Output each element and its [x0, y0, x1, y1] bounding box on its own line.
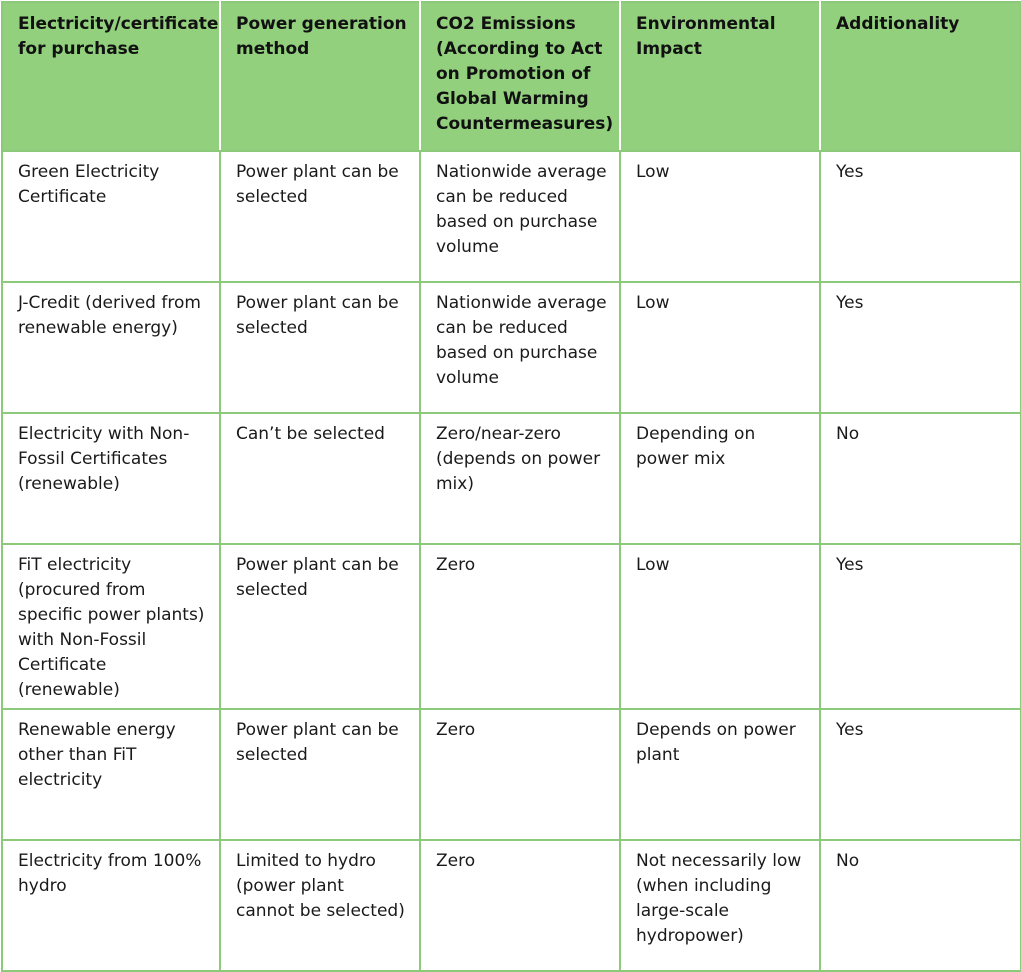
- cell-co2: Zero: [420, 544, 620, 709]
- table-row: [2, 544, 1021, 709]
- cell-co2: Nationwide average can be reduced based on purchase volume: [420, 151, 620, 282]
- cell-additionality: No: [820, 840, 1021, 971]
- table-row: [2, 840, 1021, 971]
- header-impact: Environmental Impact: [620, 2, 820, 151]
- cell-item: J-Credit (derived from renewable energy): [2, 282, 220, 413]
- cell-impact: Depends on power plant: [620, 709, 820, 840]
- cell-item: FiT electricity (procured from specific power plants) with Non-Fossil Certificate (renewable): [2, 544, 220, 709]
- cell-co2: Nationwide average can be reduced based on purchase volume: [420, 282, 620, 413]
- header-item: Electricity/certificate for purchase: [2, 2, 220, 151]
- header-additionality: Additionality: [820, 2, 1021, 151]
- cell-co2: Zero/near-zero (depends on power mix): [420, 413, 620, 544]
- table-row: [2, 151, 1021, 282]
- cell-additionality: Yes: [820, 151, 1021, 282]
- cell-item: Green Electricity Certificate: [2, 151, 220, 282]
- cell-co2: Zero: [420, 709, 620, 840]
- cell-impact: Low: [620, 544, 820, 709]
- cell-impact: Low: [620, 282, 820, 413]
- cell-additionality: No: [820, 413, 1021, 544]
- cell-item: Renewable energy other than FiT electricity: [2, 709, 220, 840]
- cell-impact: Not necessarily low (when including large-scale hydropower): [620, 840, 820, 971]
- comparison-table: [1, 1, 1021, 972]
- header-co2: CO2 Emissions (According to Act on Promotion of Global Warming Countermeasures): [420, 2, 620, 151]
- table-row: [2, 282, 1021, 413]
- table-row: [2, 413, 1021, 544]
- cell-co2: Zero: [420, 840, 620, 971]
- cell-additionality: Yes: [820, 709, 1021, 840]
- header-method: Power generation method: [220, 2, 420, 151]
- cell-additionality: Yes: [820, 544, 1021, 709]
- cell-method: Limited to hydro (power plant cannot be selected): [220, 840, 420, 971]
- cell-impact: Low: [620, 151, 820, 282]
- cell-impact: Depending on power mix: [620, 413, 820, 544]
- cell-method: Power plant can be selected: [220, 709, 420, 840]
- table-row: [2, 709, 1021, 840]
- cell-method: Power plant can be selected: [220, 151, 420, 282]
- table-header: [2, 2, 1021, 151]
- table-body: [2, 151, 1021, 971]
- cell-item: Electricity with Non-Fossil Certificates (renewable): [2, 413, 220, 544]
- cell-method: Power plant can be selected: [220, 282, 420, 413]
- cell-additionality: Yes: [820, 282, 1021, 413]
- header-row: [2, 2, 1021, 151]
- cell-method: Can’t be selected: [220, 413, 420, 544]
- cell-method: Power plant can be selected: [220, 544, 420, 709]
- cell-item: Electricity from 100% hydro: [2, 840, 220, 971]
